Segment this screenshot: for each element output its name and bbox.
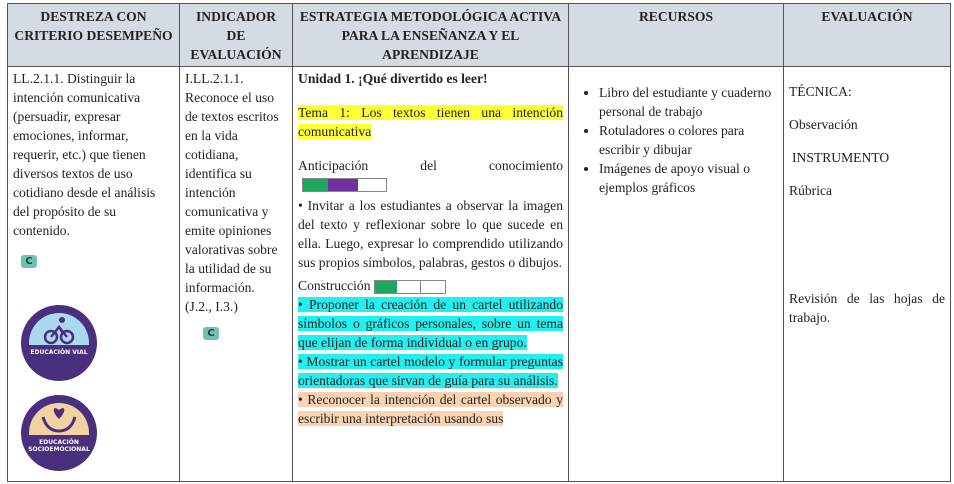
indicador-cell bbox=[180, 67, 293, 482]
instrumento-value: Rúbrica bbox=[789, 183, 833, 198]
header-recursos: RECURSOS bbox=[569, 4, 784, 67]
educacion-vial-badge bbox=[21, 305, 97, 381]
heart-hands-icon bbox=[29, 403, 89, 435]
recurso-item: • Imágenes de apoyo visual o ejemplos gráficos bbox=[599, 159, 778, 197]
strategy-item: • Reconocer la intención del cartel observado y escribir una interpretación usando sus bbox=[298, 391, 563, 426]
badge-label: EDUCACIÓN VIAL bbox=[30, 349, 88, 356]
indicador-text: I.LL.2.1.1. Reconoce el uso de textos escritos en la vida cotidiana, identifica su intención comunicativa y emite opiniones valorativas sobre la utilidad de su información. bbox=[185, 71, 279, 295]
educacion-socioemocional-badge bbox=[21, 395, 97, 471]
competency-c-icon: C bbox=[203, 327, 219, 340]
unidad-title: Unidad 1. ¡Qué divertido es leer! bbox=[298, 71, 488, 86]
content-row bbox=[8, 67, 951, 482]
tecnica-value: Observación bbox=[789, 117, 858, 132]
destreza-text: LL.2.1.1. Distinguir la intención comunicativa (persuadir, expresar emociones, informar, requerir, etc.) que tienen diversos textos de uso cotidiano desde el análisis del propósito de su contenido. bbox=[13, 71, 156, 238]
evaluacion-cell bbox=[784, 67, 951, 482]
revision-text: Revisión de las hojas de trabajo. bbox=[789, 291, 945, 325]
header-row bbox=[8, 4, 951, 67]
header-destreza: DESTREZA CON CRITERIO DESEMPEÑO bbox=[8, 4, 180, 67]
construccion-label: Construcción bbox=[298, 277, 371, 293]
anticipacion-label: Anticipación del conocimiento bbox=[298, 158, 563, 173]
recursos-cell bbox=[569, 67, 784, 482]
construccion-progress bbox=[374, 280, 446, 294]
tema-title: Tema 1: Los textos tienen una intención comunicativa bbox=[298, 105, 563, 139]
planning-table bbox=[7, 3, 951, 482]
badge-label: EDUCACIÓN SOCIOEMOCIONAL bbox=[28, 439, 90, 453]
strategy-item: • Mostrar un cartel modelo y formular preguntas orientadoras que sirvan de guía para su análisis. bbox=[298, 353, 563, 388]
cyclist-icon bbox=[29, 313, 89, 345]
header-evaluacion: EVALUACIÓN bbox=[784, 4, 951, 67]
estrategia-cell bbox=[293, 67, 569, 482]
strategy-item: • Proponer la creación de un cartel utilizando símbolos o gráficos personales, sobre un tema que elijan de forma individual o en grupo. bbox=[298, 296, 563, 350]
recurso-item: • Libro del estudiante y cuaderno personal de trabajo bbox=[599, 83, 778, 121]
recursos-list bbox=[574, 83, 778, 197]
competency-c-icon: C bbox=[21, 255, 37, 268]
header-indicador: INDICADOR DE EVALUACIÓN bbox=[180, 4, 293, 67]
indicador-code: (J.2., I.3.) bbox=[185, 299, 238, 314]
destreza-cell bbox=[8, 67, 180, 482]
anticipacion-progress bbox=[302, 178, 387, 192]
instrumento-label: INSTRUMENTO bbox=[792, 150, 890, 165]
tecnica-label: TÉCNICA: bbox=[789, 84, 852, 99]
anticipacion-text: • Invitar a los estudiantes a observar la imagen del texto y reflexionar sobre lo que sucede en ella. Luego, expresar lo comprendido utilizando sus propios símbolos, palabras, gestos o dibujos. bbox=[298, 197, 563, 270]
recurso-item: • Rotuladores o colores para escribir y dibujar bbox=[599, 121, 778, 159]
header-estrategia: ESTRATEGIA METODOLÓGICA ACTIVA PARA LA ENSEÑANZA Y EL APRENDIZAJE bbox=[293, 4, 569, 67]
